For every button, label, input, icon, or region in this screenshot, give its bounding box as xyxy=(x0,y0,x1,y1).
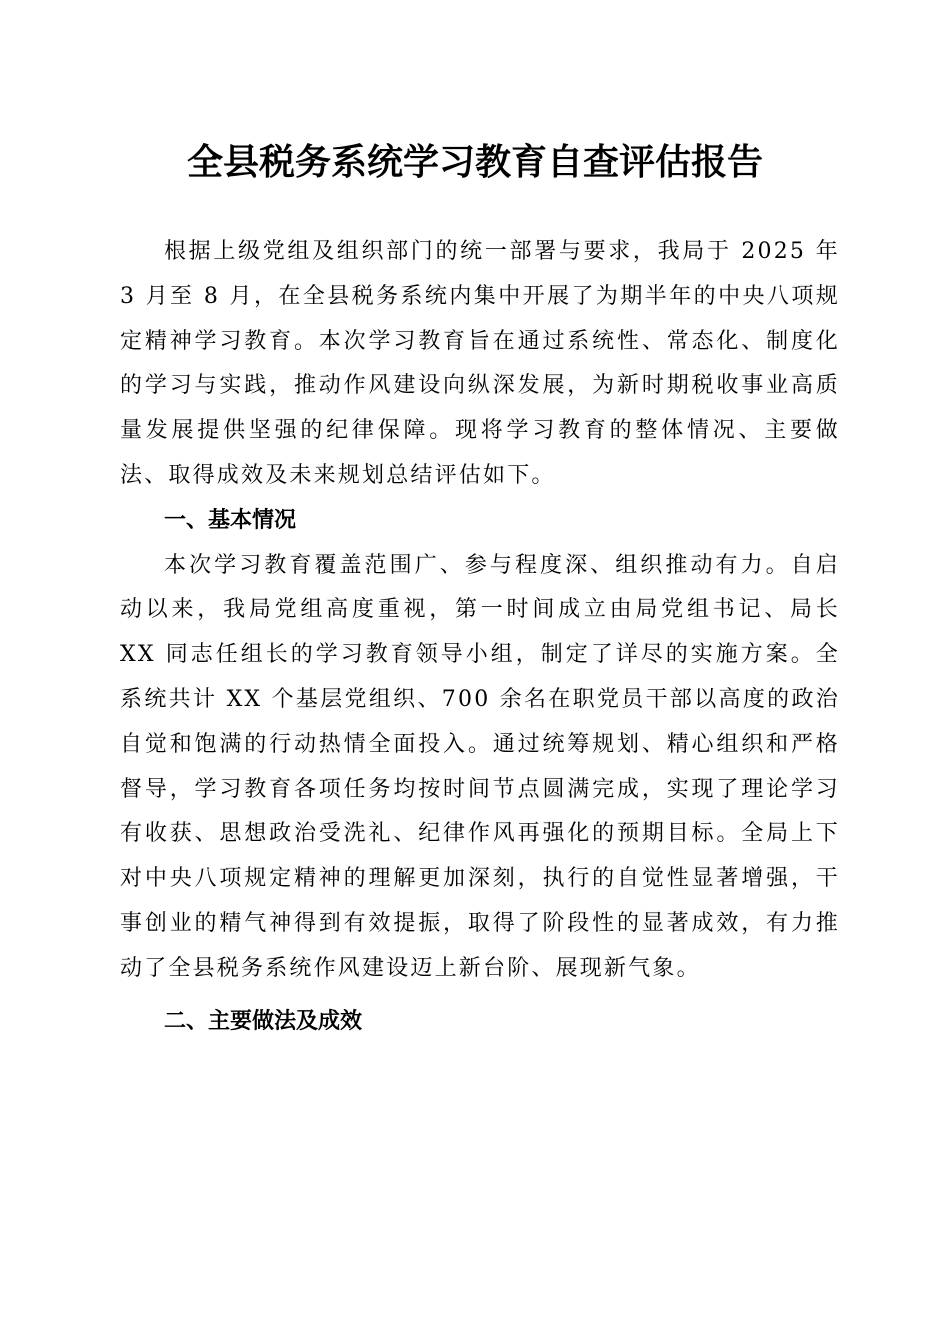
section-heading-main-practices: 二、主要做法及成效 xyxy=(164,1008,363,1034)
section-heading-basic-situation: 一、基本情况 xyxy=(164,507,297,533)
intro-paragraph: 根据上级党组及组织部门的统一部署与要求，我局于 2025 年 3 月至 8 月，在全县税务系统内集中开展了为期半年的中央八项规定精神学习教育。本次学习教育旨在通过系统性、常态化、制度化的学习与实践，推动作风建设向纵深发展，为新时期税收事业高质量发展提供坚强的纪律保障。现将学习教育的整体情况、主要做法、取得成效及未来规划总结评估如下。 xyxy=(120,239,840,488)
document-body xyxy=(120,230,840,1044)
section-paragraph-basic-situation: 本次学习教育覆盖范围广、参与程度深、组织推动有力。自启动以来，我局党组高度重视，第一时间成立由局党组书记、局长 XX 同志任组长的学习教育领导小组，制定了详尽的实施方案。全系统共计 XX 个基层党组织、700 余名在职党员干部以高度的政治自觉和饱满的行动热情全面投入。通过统筹规划、精心组织和严格督导，学习教育各项任务均按时间节点圆满完成，实现了理论学习有收获、思想政治受洗礼、纪律作风再强化的预期目标。全局上下对中央八项规定精神的理解更加深刻，执行的自觉性显著增强，干事创业的精气神得到有效提振，取得了阶段性的显著成效，有力推动了全县税务系统作风建设迈上新台阶、展现新气象。 xyxy=(120,552,840,981)
document-title: 全县税务系统学习教育自查评估报告 xyxy=(186,141,763,183)
